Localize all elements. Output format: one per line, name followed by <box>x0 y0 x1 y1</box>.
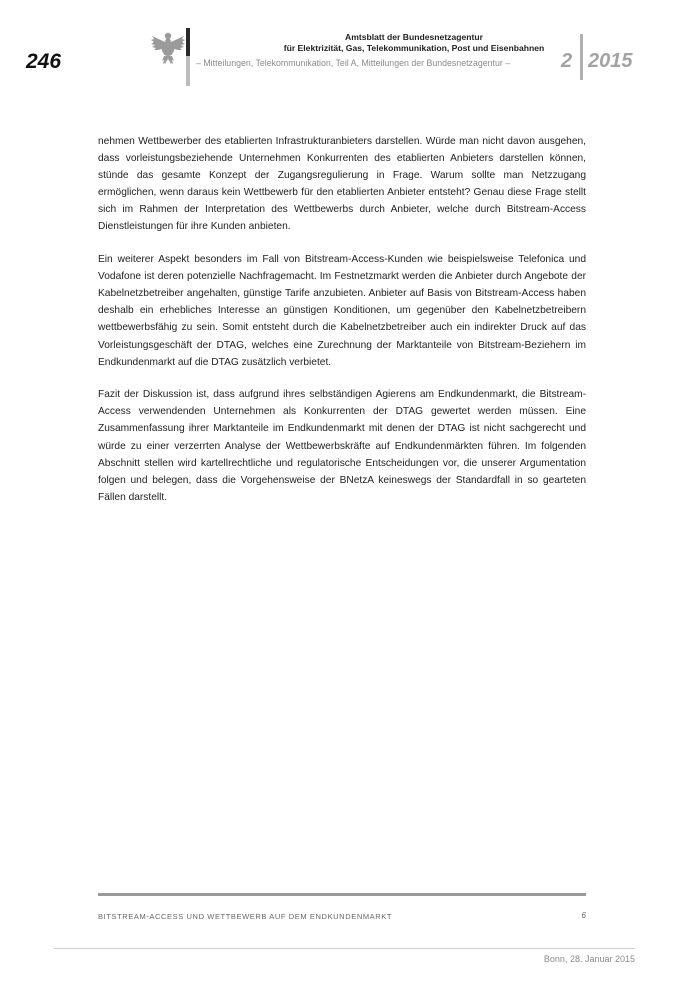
paragraph: nehmen Wettbewerber des etablierten Infrastrukturanbieters darstellen. Würde man nicht davon ausgehen, dass vorleistungsbeziehende Unternehmen Konkurrenten des etablierten Anbieters darstellen können, stünde das gesamte Konzept der Zugangsregulierung in Frage. Warum sollte man Netzzugang ermöglichen, wenn daraus kein Wettbewerb für den etablierten Anbieter entsteht? Genau diese Frage stellt sich im Rahmen der Interpretation des Wettbewerbs durch Anbieter, welche durch Bitstream-Access Dienstleistungen für ihre Kunden anbieten. <box>98 136 586 233</box>
bottom-divider <box>54 948 635 949</box>
gazette-title-line-1: Amtsblatt der Bundesnetzagentur <box>345 32 483 42</box>
issue-number: 2 <box>561 50 573 72</box>
federal-eagle-icon <box>150 30 186 66</box>
footer-document-title: BITSTREAM-ACCESS UND WETTBEWERB AUF DEM ENDKUNDENMARKT <box>98 912 393 921</box>
issue-year: 2015 <box>588 50 633 72</box>
issue-divider <box>580 34 583 80</box>
document-body <box>98 133 586 521</box>
place-date: Bonn, 28. Januar 2015 <box>543 954 635 964</box>
footer-page-number: 6 <box>581 911 586 920</box>
paragraph: Ein weiterer Aspekt besonders im Fall von Bitstream-Access-Kunden wie beispielsweise Telefonica und Vodafone ist deren potenzielle Nachfragemacht. Im Festnetzmarkt werden die Anbieter durch Angebote der Kabelnetzbetreiber angehalten, günstige Tarife anzubieten. Anbieter auf Basis von Bitstream-Access haben deshalb ein erhebliches Interesse an günstigen Konditionen, um gegenüber den Kabelnetzbetreibern wettbewerbsfähig zu sein. Somit entsteht durch die Kabelnetzbetreiber auch ein indirekter Druck auf das Vorleistungsgeschäft der DTAG, welches eine Zurechnung der Marktanteile von Bitstream-Beziehern im Endkundenmarkt auf die DTAG zusätzlich verbietet. <box>98 254 586 368</box>
gazette-subtitle: – Mitteilungen, Telekommunikation, Teil A, Mitteilungen der Bundesnetzagentur – <box>196 58 511 68</box>
footer-divider <box>98 893 586 896</box>
page-number: 246 <box>26 50 62 73</box>
header-divider <box>186 28 190 86</box>
paragraph: Fazit der Diskussion ist, dass aufgrund ihres selbständigen Agierens am Endkundenmarkt, die Bitstream-Access verwendenden Unternehmen als Konkurrenten der DTAG gewertet werden müssen. Eine Zusammenfassung ihrer Marktanteile im Endkundenmarkt mit denen der DTAG ist nicht sachgerecht und würde zu einer verzerrten Analyse der Wettbewerbskräfte auf Endkundenmärkten führen. Im folgenden Abschnitt stellen wird kartellrechtliche und regulatorische Entscheidungen vor, die unserer Argumentation folgen und belegen, dass die Vorgehensweise der BNetzA keineswegs der Standardfall in so gearteten Fällen darstellt. <box>98 389 586 503</box>
gazette-title-line-2: für Elektrizität, Gas, Telekommunikation, Post und Eisenbahnen <box>283 43 545 53</box>
